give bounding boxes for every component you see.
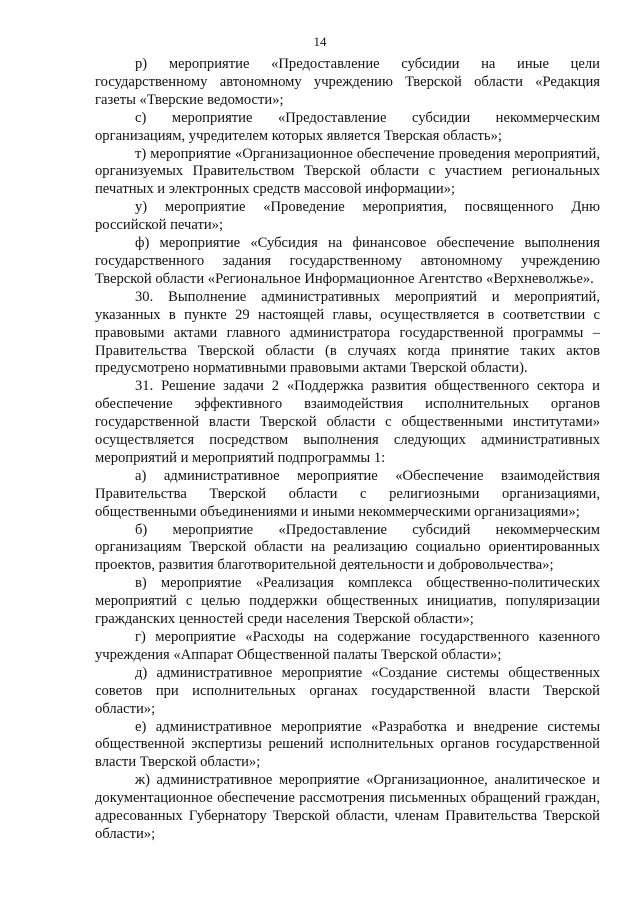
paragraph-b: б) мероприятие «Предоставление субсидий некоммерческим организациям Тверской области на реализацию социально ориентированных проектов, развития благотворительной деятельности и добровольчества»; xyxy=(95,521,600,574)
paragraph-d: д) административное мероприятие «Создание системы общественных советов при исполнительных органах государственной власти Тверской области»; xyxy=(95,664,600,717)
paragraph-g: г) мероприятие «Расходы на содержание государственного казенного учреждения «Аппарат Общественной палаты Тверской области»; xyxy=(95,629,600,663)
paragraph-zh: ж) административное мероприятие «Организационное, аналитическое и документационное обеспечение рассмотрения письменных обращений граждан, адресованных Губернатору Тверской области, членам Правительства Тверской области»; xyxy=(95,772,600,842)
paragraph-f: ф) мероприятие «Субсидия на финансовое обеспечение выполнения государственного задания государственному автономному учреждению Тверской области «Региональное Информационное Агентство «Верхневолжье». xyxy=(95,235,600,287)
paragraph-s: с) мероприятие «Предоставление субсидии некоммерческим организациям, учредителем которых является Тверская область»; xyxy=(95,109,600,144)
paragraph-30: 30. Выполнение административных мероприятий и мероприятий, указанных в пункте 29 настоящей главы, осуществляется в соответствии с правовыми актами главного администратора государственной программы – Правительства Тверской области (в случаях когда принятие таких актов предусмотрено нормативными правовыми актами Тверской области). xyxy=(95,288,600,377)
paragraph-r: р) мероприятие «Предоставление субсидии на иные цели государственному автономному учреждению Тверской области «Редакция газеты «Тверские ведомости»; xyxy=(95,56,600,108)
paragraph-u: у) мероприятие «Проведение мероприятия, посвященного Дню российской печати»; xyxy=(95,199,600,234)
paragraph-e: е) административное мероприятие «Разработка и внедрение системы общественной экспертизы решений исполнительных органов государственной власти Тверской области»; xyxy=(95,718,600,771)
page-number: 14 xyxy=(313,34,327,49)
paragraph-a: а) административное мероприятие «Обеспечение взаимодействия Правительства Тверской области с религиозными организациями, общественными объединениями и иными некоммерческими организациями»; xyxy=(95,467,600,520)
paragraph-v: в) мероприятие «Реализация комплекса общественно-политических мероприятий с целью поддержки общественных инициатив, популяризации гражданских ценностей среди населения Тверской области»; xyxy=(95,575,600,628)
paragraph-31: 31. Решение задачи 2 «Поддержка развития общественного сектора и обеспечение эффективного взаимодействия исполнительных органов государственной власти Тверской области с общественными институтами» осуществляется посредством выполнения следующих административных мероприятий и мероприятий подпрограммы 1: xyxy=(95,378,600,466)
document-body xyxy=(95,56,600,844)
paragraph-t: т) мероприятие «Организационное обеспечение проведения мероприятий, организуемых Правительством Тверской области с участием региональных печатных и электронных средств массовой информации»; xyxy=(95,145,600,198)
